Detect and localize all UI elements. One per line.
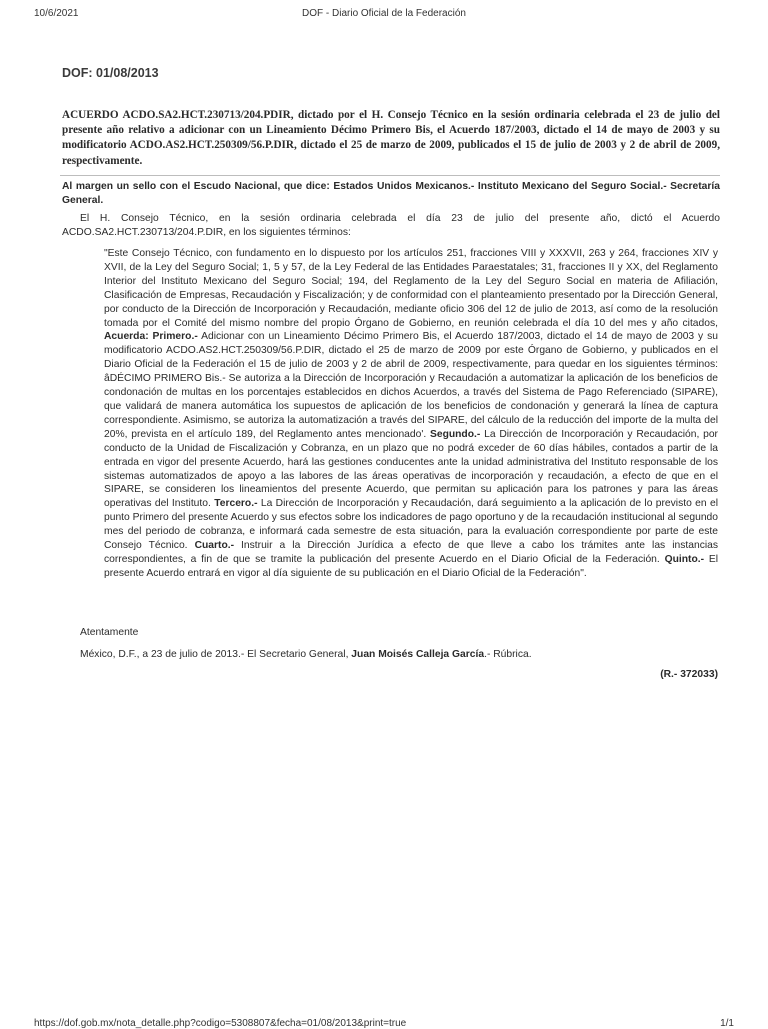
closing-salutation: Atentamente (80, 627, 139, 638)
signature-suffix: .- Rúbrica. (484, 649, 532, 660)
segundo-label: Segundo.- (429, 428, 481, 440)
footer-url: https://dof.gob.mx/nota_detalle.php?codigo=5308807&fecha=01/08/2013&print=true (34, 1018, 407, 1029)
signature-line (80, 648, 720, 662)
quote-text-3: La Dirección de Incorporación y Recaudación, por conducto de la Unidad de Fiscalización y Cobranza, en un plazo que no podrá exceder de 60 días hábiles, contados a partir de la entrada en vigor del presente Acuerdo, hará las gestiones conducentes ante la unidad administrativa del Instituto responsable de los sistemas automatizados de apoyo a las labores de las áreas operativas de incorporación y recaudación, a efecto de que en el SIPARE, se consideren los lineamientos del presente Acuerdo, que permitan su aplicación para los patrones y para las áreas operativas del Instituto. (104, 428, 718, 510)
print-date: 10/6/2021 (34, 8, 79, 19)
footer-page-number: 1/1 (720, 1018, 734, 1029)
quote-text-4: La Dirección de Incorporación y Recaudación, dará seguimiento a la aplicación de lo previsto en el punto Primero del presente Acuerdo y sus efectos sobre los indicadores de pago oportuno y de la recaudación institucional al segundo mes del periodo de cobranza, e informará cada semestre de esta situación, para la evaluación correspondiente por parte de este Consejo Técnico. (104, 498, 718, 552)
signature-prefix: México, D.F., a 23 de julio de 2013.- El Secretario General, (80, 649, 352, 660)
dof-publication-date: DOF: 01/08/2013 (62, 66, 159, 80)
agreement-title: ACUERDO ACDO.SA2.HCT.230713/204.PDIR, dictado por el H. Consejo Técnico en la sesión ordinaria celebrada el 23 de julio del presente año relativo a adicionar con un Lineamiento Décimo Primero Bis, el Acuerdo 187/2003, dictado el 14 de mayo de 2003 y su modificatorio ACDO.AS2.HCT.250309/56.P.DIR, dictado el 25 de marzo de 2009, publicados el 15 de julio de 2003 y 2 de abril de 2009, respectivamente. (62, 109, 720, 167)
quote-text-6: El presente Acuerdo entrará en vigor al día siguiente de su publicación en el Diario Oficial de la Federación". (104, 553, 718, 579)
quinto-label: Quinto.- (664, 553, 705, 565)
intro-paragraph: El H. Consejo Técnico, en la sesión ordinaria celebrada el día 23 de julio del presente año, dictó el Acuerdo ACDO.SA2.HCT.230713/204.P.DIR, en los siguientes términos: (62, 213, 720, 238)
title-divider (60, 175, 720, 176)
quote-text-1: "Este Consejo Técnico, con fundamento en lo dispuesto por los artículos 251, fracciones VIII y XXXVII, 263 y 264, fracciones XIV y XVII, de la Ley del Seguro Social; 1, 5 y 57, de la Ley Federal de las Entidades Paraestatales; 31, fracciones II y XX, del Reglamento Interior del Instituto Mexicano del Seguro Social; 194, del Reglamento de la Ley del Seguro Social en materia de Afiliación, Clasificación de Empresas, Recaudación y Fiscalización; y de conformidad con el planteamiento presentado por la Dirección General, por conducto de la Dirección de Incorporación y Recaudación, mediante oficio 306 del 12 de julio de 2013, así como de la resolución tomada por el Comité del mismo nombre del propio Órgano de Gobierno, en reunión celebrada el día 10 del mes y año citados, (104, 248, 718, 329)
reference-number: (R.- 372033) (660, 669, 718, 680)
agreement-quote (104, 247, 718, 581)
signatory-name: Juan Moisés Calleja García (351, 649, 485, 660)
quote-text-5: Instruir a la Dirección Jurídica a efecto de que lleve a cabo los trámites ante las instancias correspondientes, a fin de que se tramite la publicación del presente Acuerdo en el Diario Oficial de la Federación. (104, 540, 718, 565)
cuarto-label: Cuarto.- (194, 540, 235, 552)
print-page-title: DOF - Diario Oficial de la Federación (302, 8, 466, 19)
tercero-label: Tercero.- (214, 498, 258, 510)
margin-seal-note: Al margen un sello con el Escudo Nacional, que dice: Estados Unidos Mexicanos.- Instituto Mexicano del Seguro Social.- Secretaría General. (62, 181, 720, 206)
quote-text-2: Adicionar con un Lineamiento Décimo Primero Bis, el Acuerdo 187/2003, dictado el 14 de mayo de 2003 y su modificatorio ACDO.AS2.HCT.250309/56.P.DIR, dictado el 25 de marzo de 2009 por este Órgano de Gobierno, y publicados en el Diario Oficial de la Federación el 15 de julio de 2003 y 2 de abril de 2009, respectivamente, para quedar en los siguientes términos: âDÉCIMO PRIMERO Bis.- Se autoriza a la Dirección de Incorporación y Recaudación a automatizar la aplicación de los beneficios de condonación de multas en los porcentajes establecidos en dichos Acuerdos, a través del Sistema de Pago Referenciado (SIPARE), que validará de manera automática los supuestos de aplicación de los beneficios de condonación y generará la línea de captura correspondiente. Asimismo, se autoriza la automatización a través del SIPARE, del cálculo de la reducción del importe de la multa del 20%, prevista en el artículo 189, del Reglamento antes mencionado'. (104, 331, 718, 440)
acuerda-primero-label: Acuerda: Primero.- (104, 331, 198, 343)
